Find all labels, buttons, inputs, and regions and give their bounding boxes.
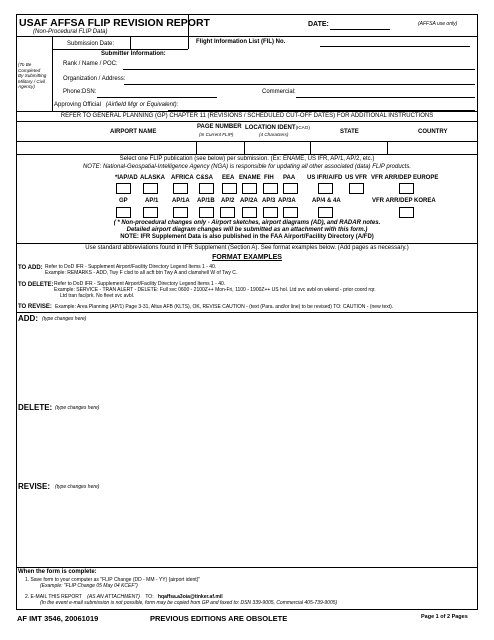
fil-label: Flight Information List (FIL) No. bbox=[196, 39, 286, 45]
abbreviation-line: Use standard abbreviations found in IFR Supplement (Section A). See format examples below. (Add pages as necessary.) bbox=[85, 245, 409, 251]
pub-checkbox-ap1b[interactable] bbox=[199, 207, 214, 218]
airport-name-input[interactable] bbox=[17, 142, 195, 153]
organization-label: Organization / Address: bbox=[63, 76, 126, 82]
pub-label-vfr-korea: VFR ARR/DEP KOREA bbox=[372, 198, 436, 204]
pub-label-us-ifr-afd: US IFR/A/FD bbox=[307, 175, 343, 181]
delete-section-label: DELETE: bbox=[18, 403, 53, 412]
format-examples-title: FORMAT EXAMPLES bbox=[212, 254, 282, 261]
dsn-field[interactable] bbox=[97, 97, 217, 98]
to-delete-label: TO DELETE: bbox=[18, 282, 54, 288]
pub-checkbox-ap1a[interactable] bbox=[173, 207, 188, 218]
pub-label-alaska: ALASKA bbox=[140, 175, 165, 181]
completion-fax-note: (In the event e-mail submission is not possible, form may be copied from GP and faxed to: DSN 339-9005, Commercial 405-739-9005) bbox=[40, 600, 338, 606]
pub-label-iap-ad: *IAP/AD bbox=[115, 175, 138, 181]
nga-note: NOTE: National-Geospatial-Intelligence Agency (NGA) is responsible for updating all other associated (data) FLIP products. bbox=[82, 164, 412, 170]
pub-checkbox-us-vfr[interactable] bbox=[349, 183, 364, 194]
fil-number-field[interactable] bbox=[320, 46, 470, 47]
page-number-input[interactable] bbox=[197, 142, 243, 153]
email-link[interactable]: hqaffsa.a3oia@tinker.af.mil bbox=[157, 594, 223, 600]
pub-label-africa: AFRICA bbox=[171, 175, 194, 181]
pub-checkbox-iap-ad[interactable] bbox=[116, 183, 131, 194]
pub-label-ap1b: AP/1B bbox=[197, 198, 215, 204]
pub-note-3: NOTE: IFR Supplement Data is also published in the FAA Airport/Facility Directory (A/FD) bbox=[120, 234, 374, 240]
airport-name-header: AIRPORT NAME bbox=[110, 129, 157, 135]
pub-label-paa: PAA bbox=[283, 175, 296, 181]
pub-checkbox-csa[interactable] bbox=[199, 183, 214, 194]
revise-section-hint: (type changes here) bbox=[55, 484, 100, 490]
approving-official-label: Approving Official (Airfield Mgr or Equivalent): bbox=[54, 102, 179, 108]
revise-changes-textarea[interactable] bbox=[17, 492, 477, 565]
pub-label-fih: FIH bbox=[264, 175, 274, 181]
completion-step-2: 2. E-MAIL THIS REPORT (AS AN ATTACHMENT) TO: hqaffsa.a3oia@tinker.af.mil bbox=[25, 594, 223, 600]
location-ident-input[interactable] bbox=[245, 142, 309, 153]
location-ident-hint: (4 Characters) bbox=[259, 132, 289, 137]
page-number-header: PAGE NUMBER bbox=[197, 124, 242, 130]
pub-checkbox-vfr-korea[interactable] bbox=[399, 207, 414, 218]
page-number-hint: (In Current FLIP) bbox=[199, 132, 234, 137]
pub-label-ap2a: AP/2A bbox=[240, 198, 258, 204]
form-subtitle: (Non-Procedural FLIP Data) bbox=[33, 29, 108, 35]
pub-label-ap1a: AP/1A bbox=[172, 198, 190, 204]
pub-checkbox-ap4[interactable] bbox=[318, 207, 333, 218]
pub-label-csa: C&SA bbox=[196, 175, 214, 181]
commercial-label: Commercial: bbox=[262, 89, 296, 95]
pub-note-1: ( * Non-procedural changes only - Airport sketches, airport diagrams (AD), and RADAR notes. bbox=[113, 220, 381, 226]
pub-label-eea: EEA bbox=[222, 175, 235, 181]
dsn-label: DSN: bbox=[82, 89, 97, 95]
completion-step-1-example: (Example: "FLIP Change 05 May 04 KCEF") bbox=[40, 583, 138, 589]
revise-section-label: REVISE: bbox=[18, 482, 51, 491]
pub-checkbox-ap3a[interactable] bbox=[283, 207, 298, 218]
pub-label-ap1: AP/1 bbox=[145, 198, 159, 204]
to-add-line-2: Example: REMARKS - ADD, Twy F clsd to all acft btn Twy A and clamshell W of Twy C. bbox=[45, 270, 238, 276]
publication-select-line: Select one FLIP publication (see below) per submission. (Ex: ENAME, US IFR, AP/1, AP/2, etc.) bbox=[119, 156, 375, 162]
pub-checkbox-ap1[interactable] bbox=[143, 207, 158, 218]
rank-name-label: Rank / Name / POC: bbox=[63, 61, 118, 67]
commercial-field[interactable] bbox=[296, 97, 475, 98]
pub-label-ap3a: AP/3A bbox=[278, 198, 296, 204]
gp-reference: REFER TO GENERAL PLANNING (GP) CHAPTER 11 (REVISIONS / SCHEDULED CUT-OFF DATES) FOR ADDITIONAL INSTRUCTIONS bbox=[60, 113, 434, 119]
date-label: DATE: bbox=[308, 21, 329, 28]
pub-checkbox-fih[interactable] bbox=[263, 183, 278, 194]
add-section-label: ADD: bbox=[18, 314, 38, 323]
to-delete-line-1: Refer to DoD IFR - Supplement Airport/Facility Directory Legend Items 1 - 40. bbox=[54, 281, 226, 287]
country-header: COUNTRY bbox=[418, 129, 448, 135]
to-delete-line-2: Example: SERVICE - TRAN ALERT - DELETE: Full svc 0600 - 2100Z++ Mon-Fri, 1100 - 1900Z++ US hol. Ltd svc avbl on wkend - prior coord rqr. bbox=[54, 287, 376, 293]
delete-section-hint: (type changes here) bbox=[55, 405, 100, 411]
affsa-use-label: (AFFSA use only) bbox=[418, 21, 458, 27]
to-add-line-1: Refer to DoD IFR - Supplement Airport/Facility Directory Legend Items 1 - 40. bbox=[45, 264, 217, 270]
pub-checkbox-us-ifr-afd[interactable] bbox=[318, 183, 333, 194]
add-section-hint: (type changes here) bbox=[42, 316, 87, 322]
pub-note-2: Detailed airport diagram changes will be submitted as an attachment with this form.) bbox=[126, 227, 368, 233]
delete-changes-textarea[interactable] bbox=[17, 413, 477, 480]
to-revise-label: TO REVISE: bbox=[18, 304, 52, 310]
state-input[interactable] bbox=[311, 142, 386, 153]
to-revise-line-1: Example: Area Planning (AP/1) Page 3-31, Altus AFB (KLTS), OK, REVISE CAUTION - (text (Para. and/or line) to be revised) TO: CAUTION - (new text). bbox=[55, 304, 394, 310]
pub-label-ename: ENAME bbox=[239, 175, 261, 181]
submission-date-label: Submission Date: bbox=[67, 41, 115, 47]
pub-label-ap2: AP/2 bbox=[221, 198, 235, 204]
pub-checkbox-paa[interactable] bbox=[283, 183, 298, 194]
pub-label-us-vfr: US VFR bbox=[345, 175, 368, 181]
obsolete-notice: PREVIOUS EDITIONS ARE OBSOLETE bbox=[150, 614, 288, 623]
completion-step-1: 1. Save form to your computer as "FLIP Change (DD - MM - YY) {airport ident}" bbox=[25, 577, 201, 583]
pub-checkbox-ap2a[interactable] bbox=[242, 207, 257, 218]
pub-label-gp: GP bbox=[119, 198, 128, 204]
form-identifier: AF IMT 3546, 20061019 bbox=[17, 614, 99, 623]
completion-title: When the form is complete: bbox=[18, 569, 97, 575]
pub-label-ap4: AP/4 & 4A bbox=[312, 198, 341, 204]
pub-checkbox-africa[interactable] bbox=[173, 183, 188, 194]
submitter-side-note: (To Be Completed By Submitting Military / Civil Agency) bbox=[18, 62, 47, 90]
location-ident-header: LOCATION IDENT(ICAO) bbox=[245, 125, 310, 131]
pub-checkbox-ap2[interactable] bbox=[220, 207, 235, 218]
pub-checkbox-vfr-europe[interactable] bbox=[399, 183, 414, 194]
submitter-section-title: Submitter Information: bbox=[101, 51, 166, 57]
pub-checkbox-eea[interactable] bbox=[222, 183, 237, 194]
pub-checkbox-alaska[interactable] bbox=[143, 183, 158, 194]
state-header: STATE bbox=[340, 129, 359, 135]
pub-label-vfr-europe: VFR ARR/DEP EUROPE bbox=[371, 175, 439, 181]
form-title: USAF AFFSA FLIP REVISION REPORT bbox=[19, 17, 210, 29]
to-delete-line-3: Ltd tran fac/prk. No fleet svc avbl. bbox=[60, 293, 135, 299]
phone-label: Phone: bbox=[63, 89, 83, 95]
add-changes-textarea[interactable] bbox=[17, 324, 477, 401]
country-input[interactable] bbox=[388, 142, 477, 153]
pub-label-ap3: AP/3 bbox=[262, 198, 276, 204]
page-number: Page 1 of 2 Pages bbox=[421, 614, 468, 620]
to-add-label: TO ADD: bbox=[18, 265, 43, 271]
pub-checkbox-gp[interactable] bbox=[116, 207, 131, 218]
pub-checkbox-ap3[interactable] bbox=[263, 207, 278, 218]
date-field[interactable] bbox=[330, 29, 390, 30]
rank-name-field[interactable] bbox=[123, 69, 475, 70]
organization-field[interactable] bbox=[124, 84, 475, 85]
pub-checkbox-ename[interactable] bbox=[242, 183, 257, 194]
